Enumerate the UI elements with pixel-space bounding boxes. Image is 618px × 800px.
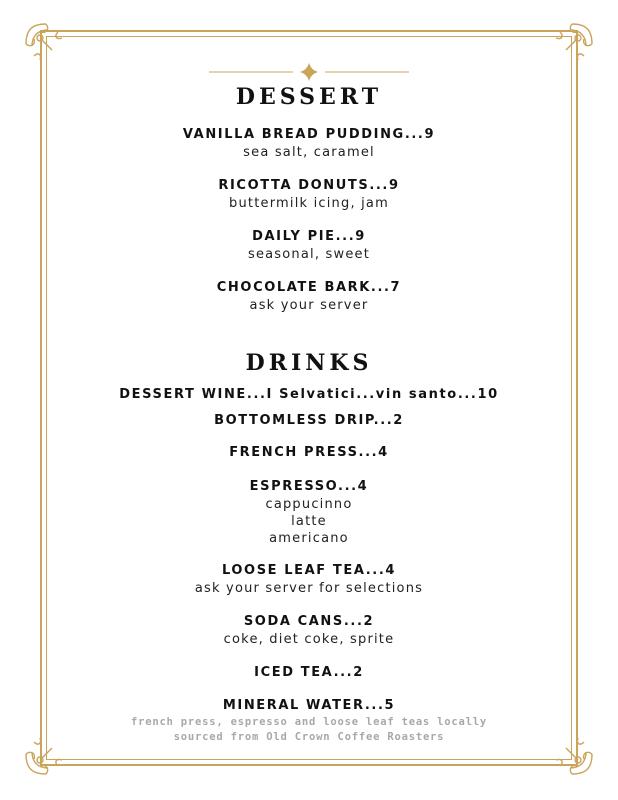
corner-ornament-icon	[550, 20, 596, 66]
footnote-line: sourced from Old Crown Coffee Roasters	[173, 731, 445, 743]
item-name: LOOSE LEAF TEA...4	[221, 563, 397, 578]
menu-item	[60, 412, 558, 430]
menu-item	[60, 444, 558, 462]
drinks-title: DRINKS	[245, 350, 373, 376]
item-description: cappucinno	[265, 497, 353, 512]
item-description: ask your server	[249, 298, 369, 313]
star-divider-icon	[209, 61, 409, 83]
item-description: buttermilk icing, jam	[229, 196, 389, 211]
footnote	[60, 715, 558, 745]
menu-item	[60, 562, 558, 597]
item-name: BOTTOMLESS DRIP...2	[214, 413, 404, 428]
item-description: americano	[269, 531, 349, 546]
dessert-title: DESSERT	[235, 84, 383, 110]
item-name: RICOTTA DONUTS...9	[218, 178, 400, 193]
item-description: ask your server for selections	[194, 581, 424, 596]
menu-item	[60, 177, 558, 212]
menu-item	[60, 126, 558, 161]
menu-item	[60, 613, 558, 648]
item-description: sea salt, caramel	[243, 145, 375, 160]
item-name: DAILY PIE...9	[252, 229, 366, 244]
menu-item	[60, 228, 558, 263]
menu-item	[60, 279, 558, 314]
item-name: ICED TEA...2	[254, 665, 364, 680]
item-description: latte	[291, 514, 327, 529]
item-name: ESPRESSO...4	[249, 479, 369, 494]
menu-item	[60, 478, 558, 547]
item-description: coke, diet coke, sprite	[223, 632, 395, 647]
menu-item	[60, 386, 558, 404]
corner-ornament-icon	[22, 20, 68, 66]
item-name: FRENCH PRESS...4	[229, 445, 389, 460]
menu-item	[60, 664, 558, 682]
menu-item	[60, 697, 558, 715]
item-name: SODA CANS...2	[243, 614, 375, 629]
item-name: MINERAL WATER...5	[222, 698, 396, 713]
item-description: seasonal, sweet	[247, 247, 371, 262]
footnote-line: french press, espresso and loose leaf teas locally	[130, 716, 488, 728]
item-name: DESSERT WINE...I Selvatici...vin santo...10	[119, 387, 499, 402]
item-name: CHOCOLATE BARK...7	[216, 280, 402, 295]
item-name: VANILLA BREAD PUDDING...9	[182, 127, 436, 142]
